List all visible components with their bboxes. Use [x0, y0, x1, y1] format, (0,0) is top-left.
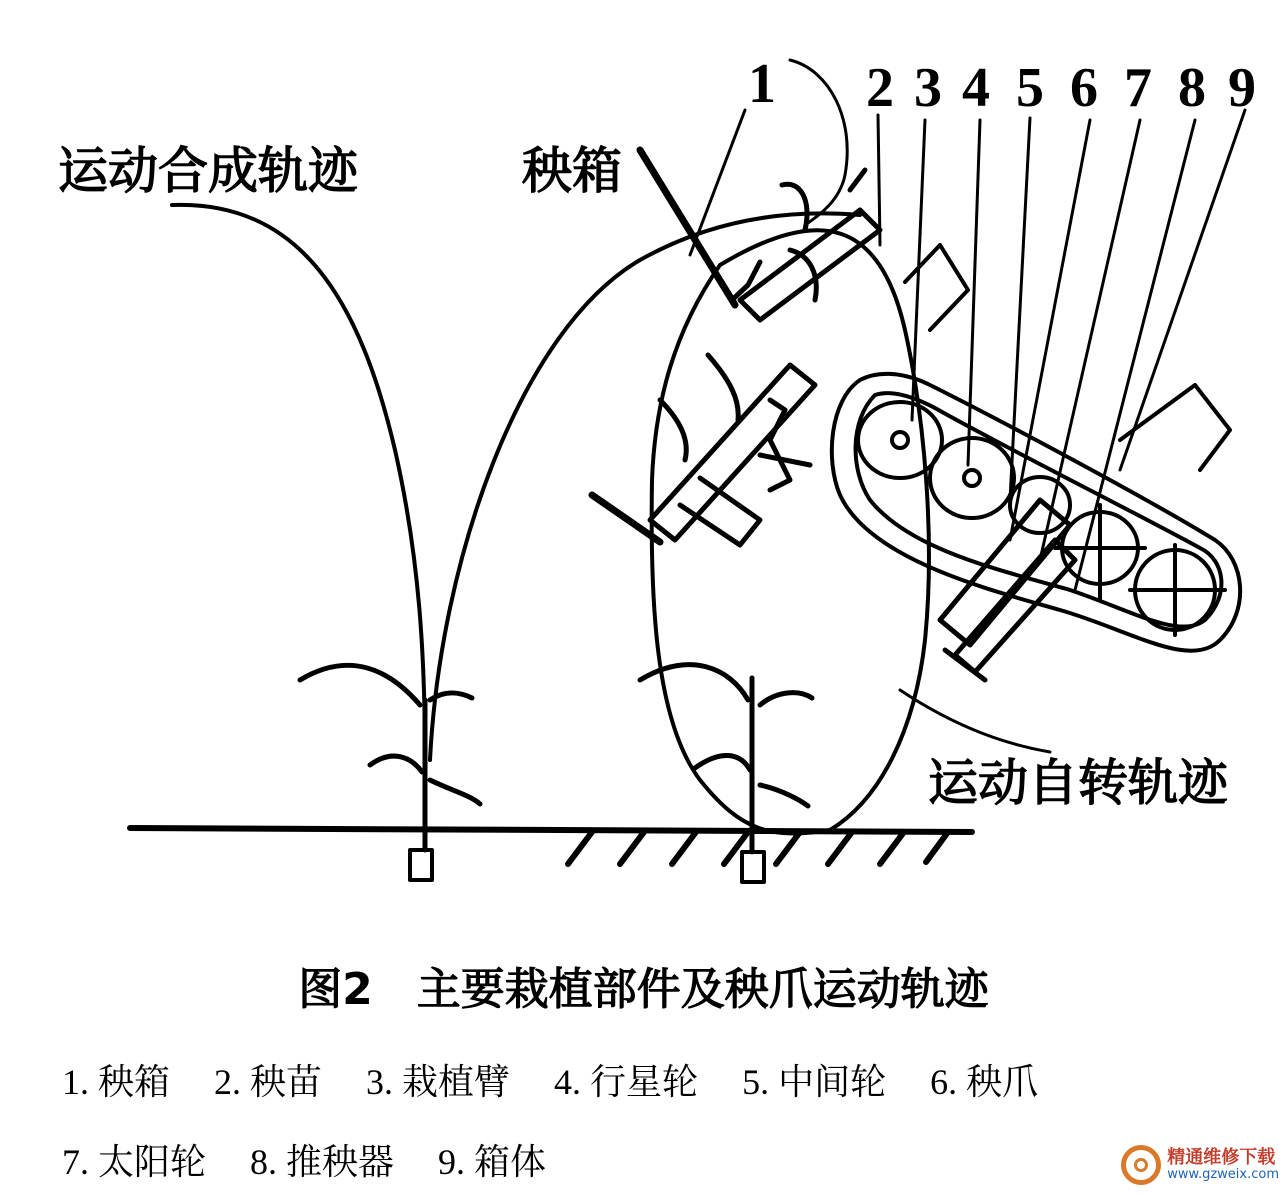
- seedling-box-label: 秧箱: [522, 142, 622, 200]
- legend-item: 6. 秧爪: [930, 1062, 1039, 1102]
- legend-item: 5. 中间轮: [742, 1062, 887, 1102]
- rotation-trajectory-label: 运动自转轨迹: [928, 754, 1228, 812]
- part-number-9: 9: [1228, 57, 1256, 119]
- part-number-6: 6: [1070, 57, 1098, 119]
- legend-item: 8. 推秧器: [250, 1142, 395, 1182]
- rotation-trajectory-curve: [652, 230, 1050, 833]
- part-number-8: 8: [1178, 57, 1206, 119]
- part-number-7: 7: [1124, 57, 1152, 119]
- legend-item: 4. 行星轮: [554, 1062, 699, 1102]
- planted-seedling-left: [300, 665, 480, 880]
- ground: [130, 828, 972, 864]
- part-number-2: 2: [866, 57, 894, 119]
- part-number-3: 3: [914, 57, 942, 119]
- watermark-url: www.gzweix.com: [1167, 1166, 1279, 1182]
- watermark: [1121, 1145, 1279, 1185]
- watermark-name: 精通维修下载: [1167, 1146, 1276, 1168]
- ground-hatching: [568, 832, 948, 864]
- part-number-4: 4: [962, 57, 990, 119]
- legend-item: 2. 秧苗: [214, 1062, 323, 1102]
- watermark-logo-icon: [1121, 1145, 1161, 1185]
- figure-caption: 图2 主要栽植部件及秧爪运动轨迹: [298, 964, 989, 1015]
- legend-row-2: [62, 1144, 590, 1180]
- composite-trajectory-label: 运动合成轨迹: [58, 142, 358, 200]
- intermediate-gear: [930, 438, 1014, 518]
- claw-lower-and-pusher: [940, 500, 1075, 680]
- legend-item: 7. 太阳轮: [62, 1142, 207, 1182]
- part-number-1: 1: [748, 53, 776, 115]
- part-number-5: 5: [1016, 57, 1044, 119]
- planting-arm: [592, 355, 815, 545]
- legend-item: 1. 秧箱: [62, 1062, 171, 1102]
- legend-row-1: [62, 1064, 1082, 1100]
- legend-item: 9. 箱体: [438, 1142, 547, 1182]
- legend-item: 3. 栽植臂: [366, 1062, 511, 1102]
- planetary-gear: [858, 402, 942, 478]
